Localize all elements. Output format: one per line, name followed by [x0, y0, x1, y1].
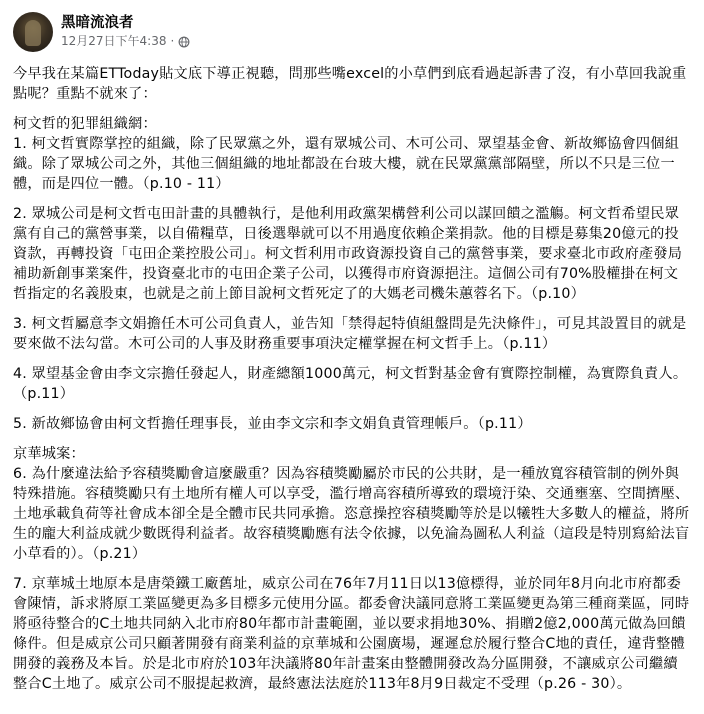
section-title-organization: 柯文哲的犯罪組織網：: [13, 116, 157, 132]
globe-icon[interactable]: [178, 33, 190, 50]
post-paragraph: 6. 為什麼違法給予容積獎勵會這麼嚴重？因為容積獎勵屬於市民的公共財，是一種放寬容積管制的例外與特殊措施。容積獎勵只有土地所有權人可以享受，濫行增高容積所導致的環境汙染、交通壅塞、空間擠壓、土地承載負荷等社會成本卻全是全體市民共同承擔。恣意操控容積獎勵等於是以犧牲大多數人的權益，將所生的龐大利益成就少數既得利益者。故容積獎勵應有法令依據，以免淪為圖私人利益（這段是特別寫給法盲小草看的）。（p.21）: [13, 466, 690, 562]
post-paragraph: 4. 眾望基金會由李文宗擔任發起人，財產總額1000萬元，柯文哲對基金會有實際控制權，為實際負責人。（p.11）: [13, 366, 688, 402]
post-paragraph: 1. 柯文哲實際掌控的組織，除了民眾黨之外，還有眾城公司、木可公司、眾望基金會、新故鄉協會四個組織。除了眾城公司之外，其他三個組織的地址都設在台玻大樓，就在民眾黨黨部隔壁，所以不只是三位一體，而是四位一體。（p.10 - 11）: [13, 136, 680, 192]
post-paragraph: 7. 京華城土地原本是唐榮鐵工廠舊址，威京公司在76年7月11日以13億標得，並於同年8月向北市府都委會陳情，訴求將原工業區變更為多目標多元使用分區。都委會決議同意將工業區變更為第三種商業區，同時將亟待整合的C土地共同納入北市府80年都市計畫範圍，並以要求捐地30%、捐贈2億2,000萬元做為回饋條件。但是威京公司只顧著開發有商業利益的京華城和公園廣場，遲遲怠於履行整合C地的責任，違背整體開發的義務及本旨。於是北市府於103年決議將80年計畫案由整體開發改為分區開發，不讓威京公司繼續整合C土地了。威京公司不服提起救濟，最終憲法法庭於113年8月9日裁定不受理（p.26 - 30）。: [13, 576, 690, 692]
post-intro: 今早我在某篇ETToday貼文底下導正視聽，問那些嘴excel的小草們到底看過起訴書了沒，有小草回我說重點呢？重點不就來了：: [13, 66, 687, 102]
separator-dot: ·: [170, 34, 175, 48]
post-paragraph: 2. 眾城公司是柯文哲屯田計畫的具體執行，是他利用政黨架構營利公司以謀回饋之濫觴。柯文哲希望民眾黨有自己的黨營事業，以自備糧草，日後選舉就可以不用過度依賴企業捐款。他的目標是募集20億元的投資款，再轉投資「屯田企業控股公司」。柯文哲利用市政資源投資自己的黨營事業，要求臺北市政府產發局補助新創事業案件，投資臺北市的屯田企業子公司，以獲得市府資源挹注。這個公司有70%股權掛在柯文哲指定的名義股東，也就是之前上節目說柯文哲死定了的大媽老司機朱蕙蓉名下。（p.10）: [13, 206, 683, 302]
post-paragraph: 3. 柯文哲屬意李文娟擔任木可公司負責人，並告知「禁得起特偵組盤問是先決條件」，可見其設置目的就是要來做不法勾當。木可公司的人事及財務重要事項決定權掌握在柯文哲手上。（p.11）: [13, 316, 687, 352]
post-subline: [61, 33, 190, 50]
post-meta: [61, 14, 190, 50]
post-body: [13, 64, 690, 694]
post-timestamp[interactable]: 12月27日下午4:38: [61, 34, 167, 48]
post-paragraph: 5. 新故鄉協會由柯文哲擔任理事長，並由李文宗和李文娟負責管理帳戶。（p.11）: [13, 416, 532, 432]
author-name[interactable]: 黑暗流浪者: [61, 15, 134, 31]
avatar[interactable]: [13, 12, 53, 52]
section-title-jinghua: 京華城案：: [13, 446, 85, 462]
post-header: [13, 0, 690, 58]
